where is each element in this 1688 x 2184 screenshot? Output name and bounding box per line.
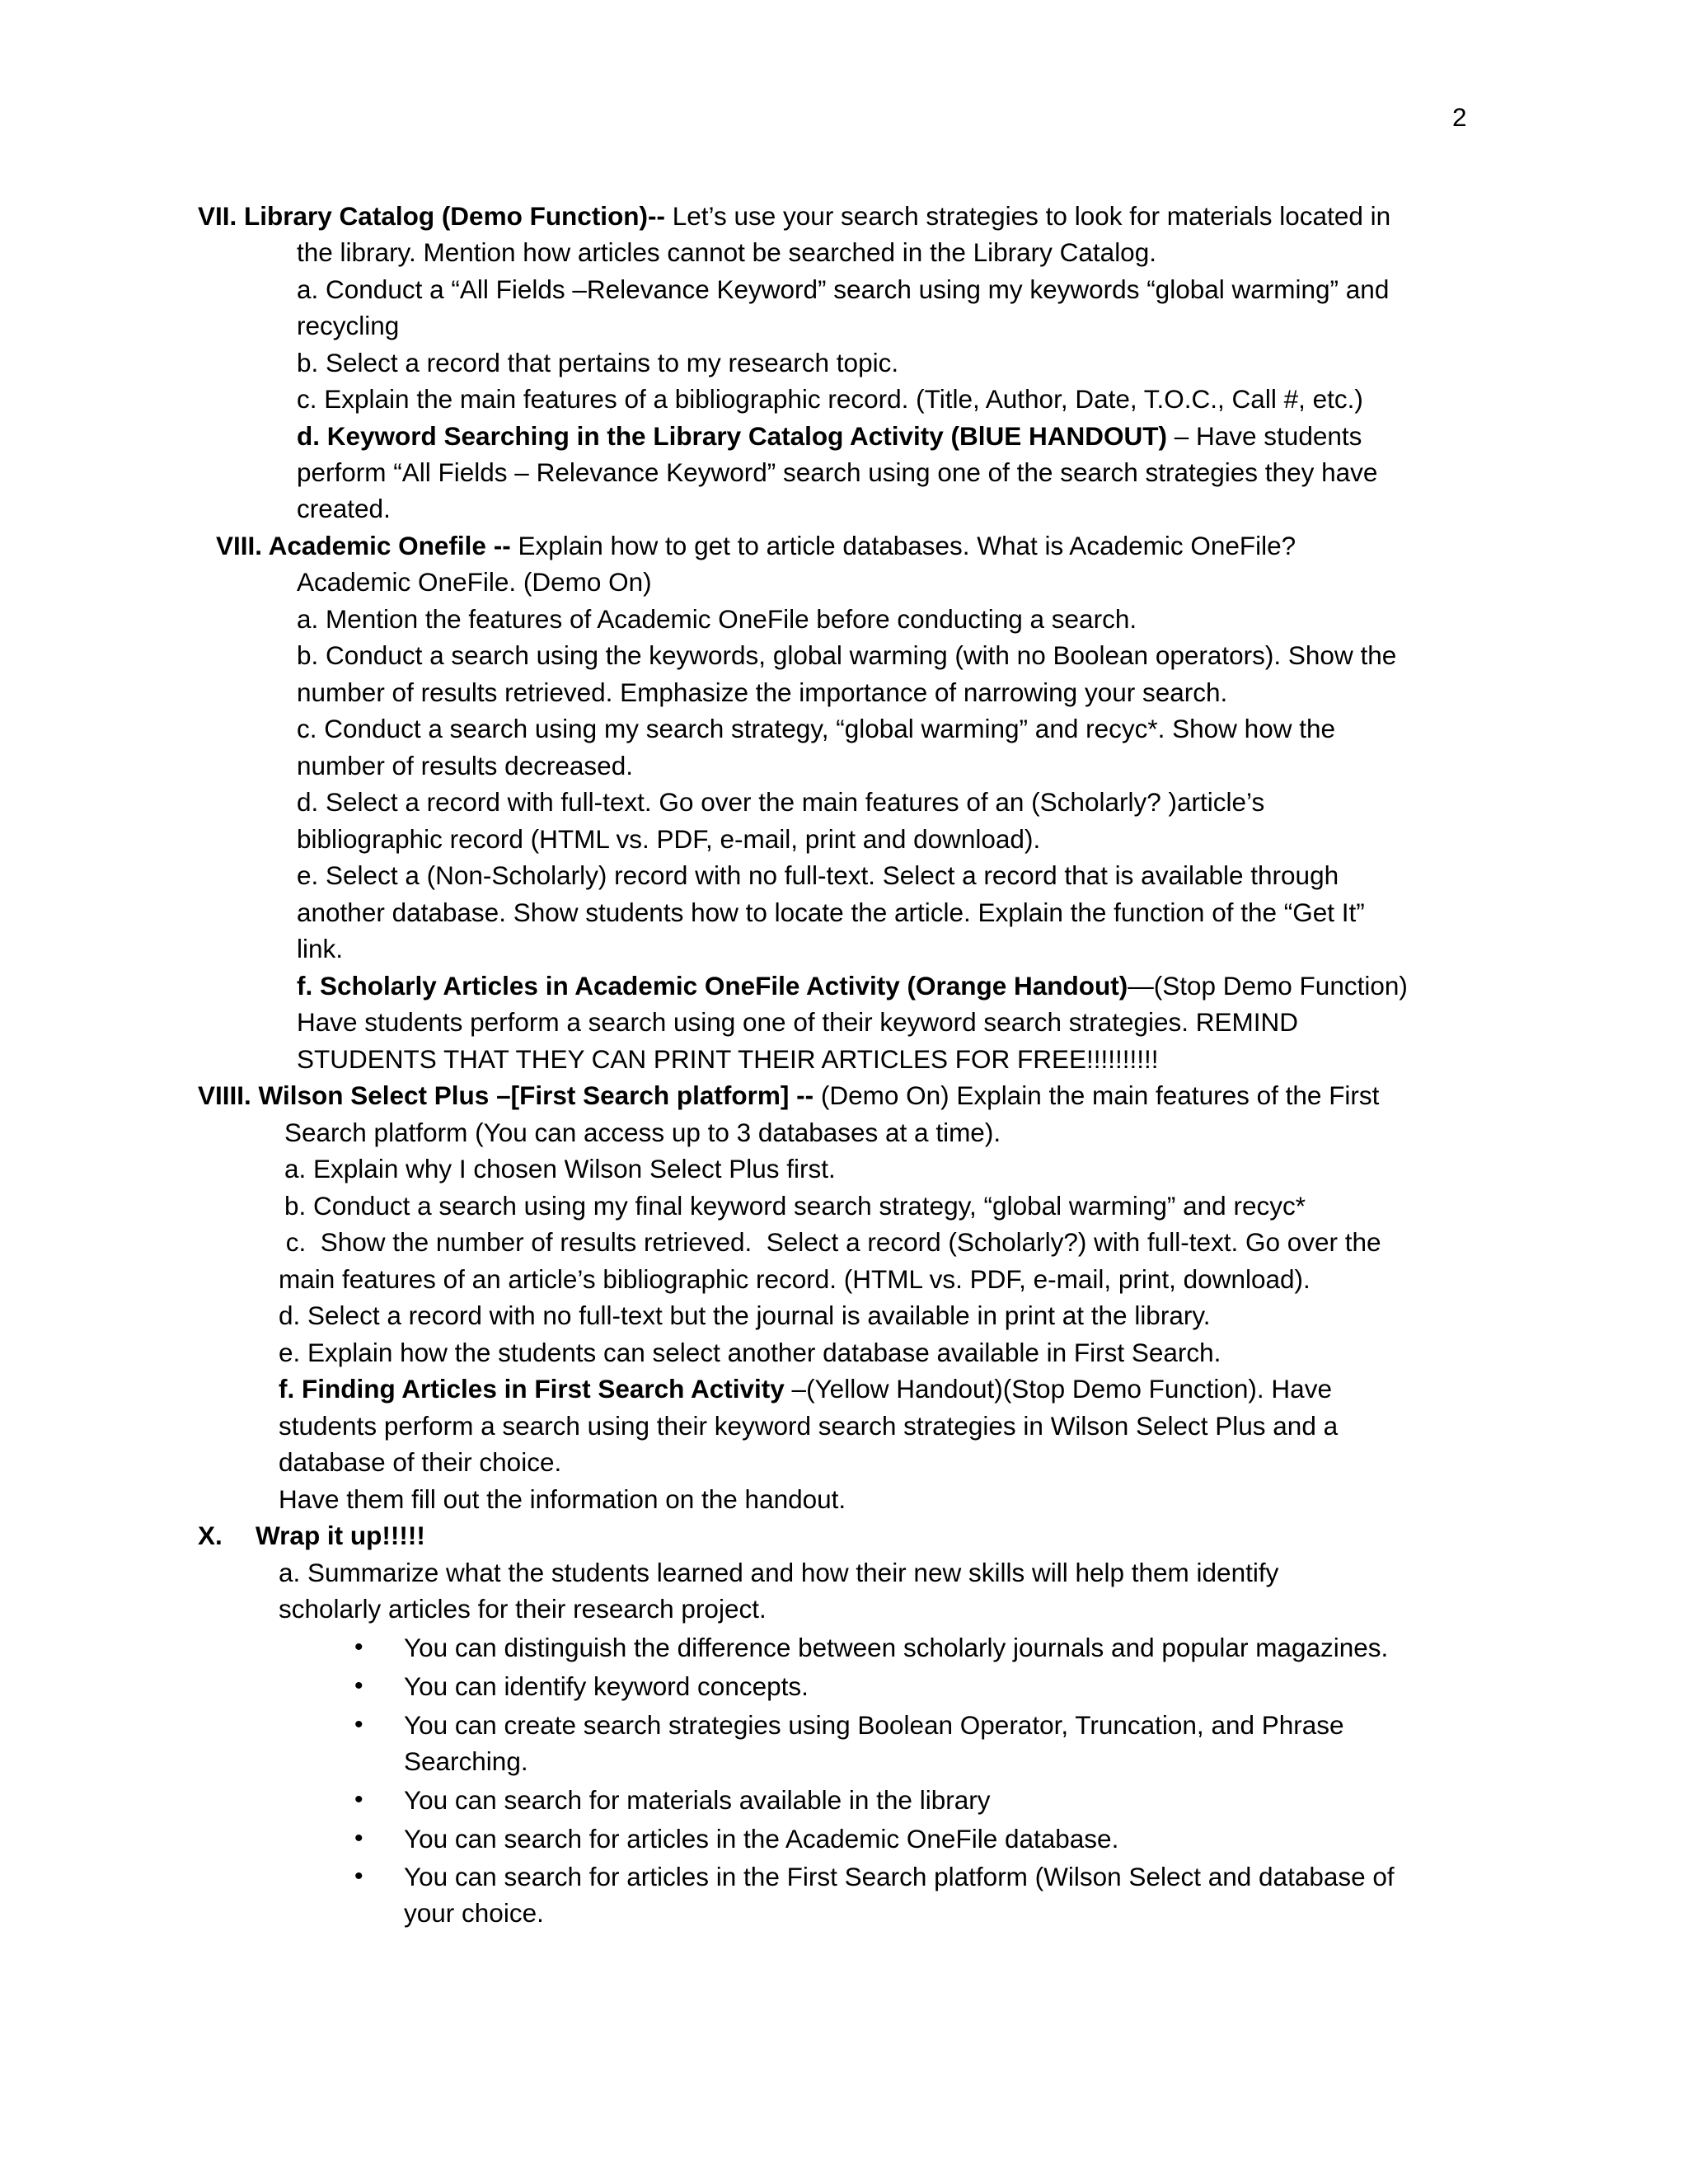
section-viii-heading (216, 530, 1296, 561)
bullet-icon: • (354, 1633, 363, 1661)
section-vii-item-d-text: – Have students (1166, 421, 1362, 451)
section-viiii-item-c-cont: main features of an article’s bibliographic record. (HTML vs. PDF, e-mail, print, download). (279, 1264, 1311, 1294)
section-vii-item-d-cont: perform “All Fields – Relevance Keyword” search using one of the search strategies they have (297, 457, 1378, 487)
section-vii-intro: Let’s use your search strategies to look for materials located in (665, 201, 1391, 231)
section-vii-line: the library. Mention how articles cannot be searched in the Library Catalog. (297, 237, 1156, 267)
section-viii-item-c-cont: number of results decreased. (297, 751, 633, 780)
bullet-icon: • (354, 1672, 363, 1699)
section-viiii-item-c: c. Show the number of results retrieved. Select a record (Scholarly?) with full-text. Go over the (279, 1227, 1381, 1257)
section-viii-item-f-cont: Have students perform a search using one of their keyword search strategies. REMIND (297, 1007, 1299, 1037)
section-viiii-item-f-cont: students perform a search using their keyword search strategies in Wilson Select Plus and a (279, 1411, 1339, 1441)
section-viii-item-e: e. Select a (Non-Scholarly) record with no full-text. Select a record that is available through (297, 860, 1339, 890)
summary-bullet-item: You can search for materials available in the library (404, 1785, 991, 1815)
section-vii-item-a: a. Conduct a “All Fields –Relevance Keyword” search using my keywords “global warming” and (297, 274, 1390, 304)
section-vii-item-d (297, 420, 1362, 452)
bullet-icon: • (354, 1825, 363, 1852)
section-viiii-intro: (Demo On) Explain the main features of the First (814, 1080, 1380, 1110)
section-viiii-line: Search platform (You can access up to 3 databases at a time). (284, 1118, 1001, 1147)
page-number: 2 (1452, 102, 1467, 132)
orange-handout-activity-title: f. Scholarly Articles in Academic OneFile Activity (Orange Handout) (297, 971, 1128, 1001)
summary-bullet-item: You can distinguish the difference between scholarly journals and popular magazines. (404, 1633, 1389, 1662)
yellow-handout-activity-title: f. Finding Articles in First Search Activity (279, 1374, 785, 1404)
section-x-item-a: a. Summarize what the students learned and how their new skills will help them identify (279, 1558, 1279, 1587)
section-vii-item-d-cont2: created. (297, 494, 391, 523)
section-viiii-heading (198, 1080, 1379, 1111)
section-viii-line: Academic OneFile. (Demo On) (297, 567, 652, 597)
section-viii-item-f-cont2: STUDENTS THAT THEY CAN PRINT THEIR ARTICLES FOR FREE!!!!!!!!!! (297, 1044, 1159, 1074)
section-vii-heading (198, 200, 1390, 232)
section-viii-item-f (297, 970, 1408, 1001)
section-viiii-item-e: e. Explain how the students can select another database available in First Search. (279, 1338, 1221, 1367)
section-vii-title: VII. Library Catalog (Demo Function)-- (198, 201, 666, 231)
summary-bullet-item: You can search for articles in the First Search platform (Wilson Select and database of (404, 1862, 1395, 1891)
section-viii-item-e-cont2: link. (297, 934, 344, 963)
section-viiii-item-b: b. Conduct a search using my final keyword search strategy, “global warming” and recyc* (284, 1191, 1306, 1221)
section-vii-item-c: c. Explain the main features of a bibliographic record. (Title, Author, Date, T.O.C., Call #, etc.) (297, 384, 1363, 414)
summary-bullet-item-cont: Searching. (404, 1746, 528, 1776)
bullet-icon: • (354, 1786, 363, 1813)
section-viii-item-c: c. Conduct a search using my search strategy, “global warming” and recyc*. Show how the (297, 714, 1335, 743)
section-viii-item-d-cont: bibliographic record (HTML vs. PDF, e-mail, print and download). (297, 824, 1041, 854)
section-viiii-item-d: d. Select a record with no full-text but the journal is available in print at the library. (279, 1301, 1211, 1330)
bullet-icon: • (354, 1863, 363, 1890)
bullet-icon: • (354, 1711, 363, 1738)
blue-handout-activity-title: d. Keyword Searching in the Library Catalog Activity (BlUE HANDOUT) (297, 421, 1167, 451)
section-viii-item-e-cont: another database. Show students how to locate the article. Explain the function of the “Get It” (297, 898, 1365, 927)
section-viiii-item-f (279, 1373, 1332, 1404)
summary-bullet-item: You can create search strategies using Boolean Operator, Truncation, and Phrase (404, 1710, 1344, 1740)
section-viii-item-b: b. Conduct a search using the keywords, global warming (with no Boolean operators). Show the (297, 640, 1397, 670)
section-vii-item-b: b. Select a record that pertains to my research topic. (297, 348, 899, 377)
section-viii-item-b-cont: number of results retrieved. Emphasize the importance of narrowing your search. (297, 677, 1228, 707)
section-viiii-item-f-cont2: database of their choice. (279, 1447, 562, 1477)
section-viii-intro: Explain how to get to article databases. What is Academic OneFile? (510, 531, 1296, 560)
section-viiii-item-a: a. Explain why I chosen Wilson Select Plus first. (284, 1154, 836, 1183)
section-viii-title: VIII. Academic Onefile -- (216, 531, 511, 560)
section-x-title: Wrap it up!!!!! (256, 1521, 425, 1550)
section-viii-item-f-text: —(Stop Demo Function) (1128, 971, 1408, 1001)
section-viii-item-d: d. Select a record with full-text. Go over the main features of an (Scholarly? )article’s (297, 787, 1265, 817)
section-viii-item-a: a. Mention the features of Academic OneFile before conducting a search. (297, 604, 1137, 634)
summary-bullet-item-cont: your choice. (404, 1898, 544, 1928)
summary-bullet-item: You can search for articles in the Academic OneFile database. (404, 1824, 1119, 1854)
section-vii-item-a-cont: recycling (297, 311, 400, 340)
section-viiii-title: VIIII. Wilson Select Plus –[First Search platform] -- (198, 1080, 814, 1110)
section-x-number: X. (198, 1521, 223, 1550)
summary-bullet-item: You can identify keyword concepts. (404, 1671, 809, 1701)
section-viiii-item-f-cont3: Have them fill out the information on the handout. (279, 1484, 846, 1514)
section-viiii-item-f-text: –(Yellow Handout)(Stop Demo Function). Have (784, 1374, 1332, 1404)
section-x-item-a-cont: scholarly articles for their research project. (279, 1594, 767, 1624)
